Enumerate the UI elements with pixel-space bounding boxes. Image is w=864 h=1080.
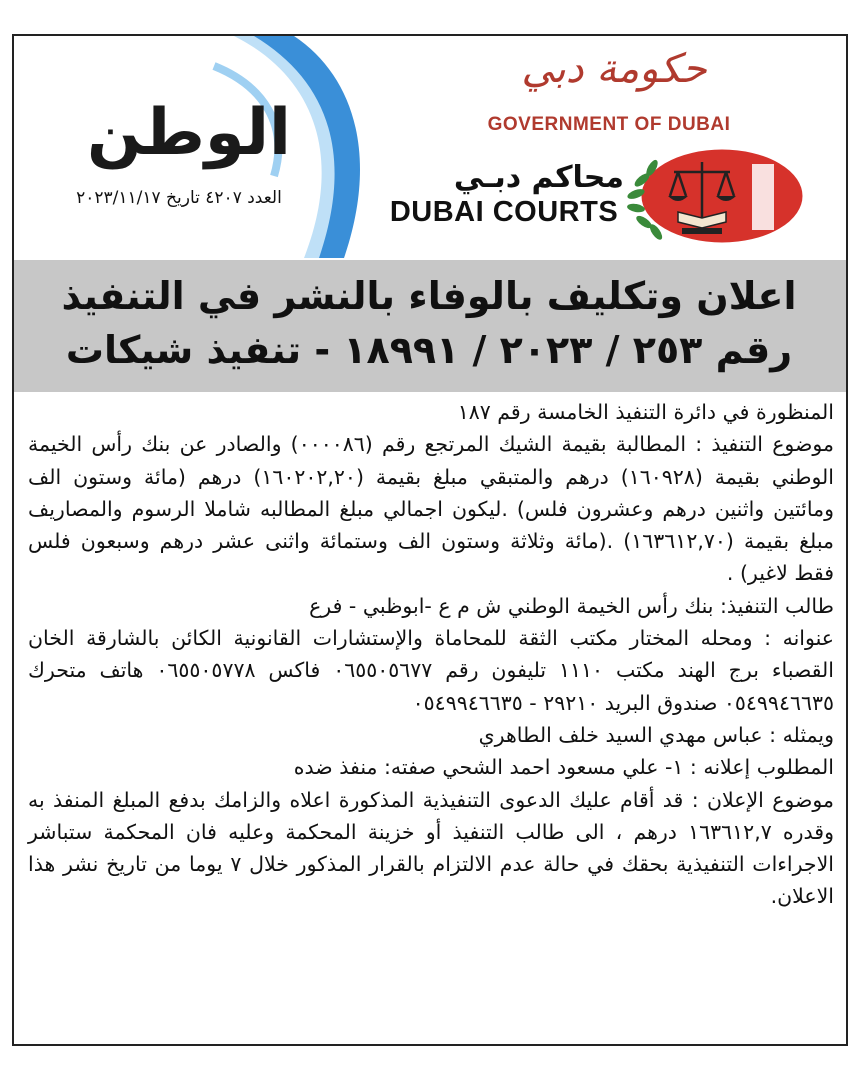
newspaper-logo: الوطن: [87, 96, 291, 170]
header: [14, 36, 846, 258]
notified-party-paragraph: المطلوب إعلانه : ١- علي مسعود احمد الشحي صفته: منفذ ضده: [293, 755, 834, 780]
courts-name-arabic: محاكم دبـي: [453, 160, 624, 195]
execution-requester-paragraph: طالب التنفيذ: بنك رأس الخيمة الوطني ش م ع -ابوظبي - فرع: [309, 593, 834, 618]
issue-number-date: العدد ٤٢٠٧ تاريخ ٢٠٢٣/١١/١٧: [76, 188, 282, 208]
courts-name-english: DUBAI COURTS: [389, 196, 619, 228]
representative-paragraph: ويمثله : عباس مهدي السيد خلف الطاهري: [478, 722, 834, 747]
announcement-title: اعلان وتكليف بالوفاء بالنشر في التنفيذ: [61, 274, 797, 318]
circuit-paragraph: المنظورة في دائرة التنفيذ الخامسة رقم ١٨٧: [457, 400, 834, 424]
announcement-body: [28, 396, 834, 913]
address-paragraph: عنوانه : ومحله المختار مكتب الثقة للمحاماة والإستشارات القانونية الكائن بالشارقة الخان القصباء برج الهند مكتب ١١١٠ تليفون رقم ٠٦٥٥٠٥٦٧٧ فاكس ٠٦٥٥٠٥٧٧٨ هاتف متحرك ٠٥٤٩٩٤٦٦٣٥ صندوق البريد ٢٩٢١٠ - ٠٥٤٩٩٤٦٦٣٥: [28, 626, 834, 715]
case-number-title: رقم ٢٥٣ / ٢٠٢٣ / ١٨٩٩١ - تنفيذ شيكات: [65, 328, 793, 372]
announcement-frame: [12, 34, 848, 1046]
government-logo-arabic: حكومة دبي: [521, 46, 707, 92]
execution-subject-paragraph: موضوع التنفيذ : المطالبة بقيمة الشيك المرتجع رقم (٠٠٠٠٨٦) والصادر عن بنك رأس الخيمة الوطني بقيمة (١٦٠٩٢٨) درهم والمتبقي مبلغ بقيمة (١٦٠٢٠٢,٢٠) درهم (مائة وستون الف ومائتين واثنين درهم وعشرون فلس) .ليكون اجمالي مبلغ المطالبه شاملا الرسوم والمصاريف مبلغ بقيمة (١٦٣٦١٢,٧٠) .(مائة وثلاثة وستون الف وستمائة واثنى عشر درهم وسبعون فلس فقط لاغير) .: [28, 432, 834, 586]
dubai-courts-emblem: [612, 140, 812, 252]
government-logo-english: GOVERNMENT OF DUBAI: [487, 114, 731, 135]
announcement-subject-paragraph: موضوع الإعلان : قد أقام عليك الدعوى التنفيذية المذكورة اعلاه والزامك بدفع المبلغ المنفذ به وقدره ١٦٣٦١٢,٧ درهم ، الى طالب التنفيذ أو خزينة المحكمة وعليه فان المحكمة ستباشر الاجراءات التنفيذية بحقك في حالة عدم الالتزام بالقرار المذكور خلال ٧ يوما من تاريخ نشر هذا الاعلان.: [28, 787, 834, 909]
title-band: [14, 260, 846, 392]
